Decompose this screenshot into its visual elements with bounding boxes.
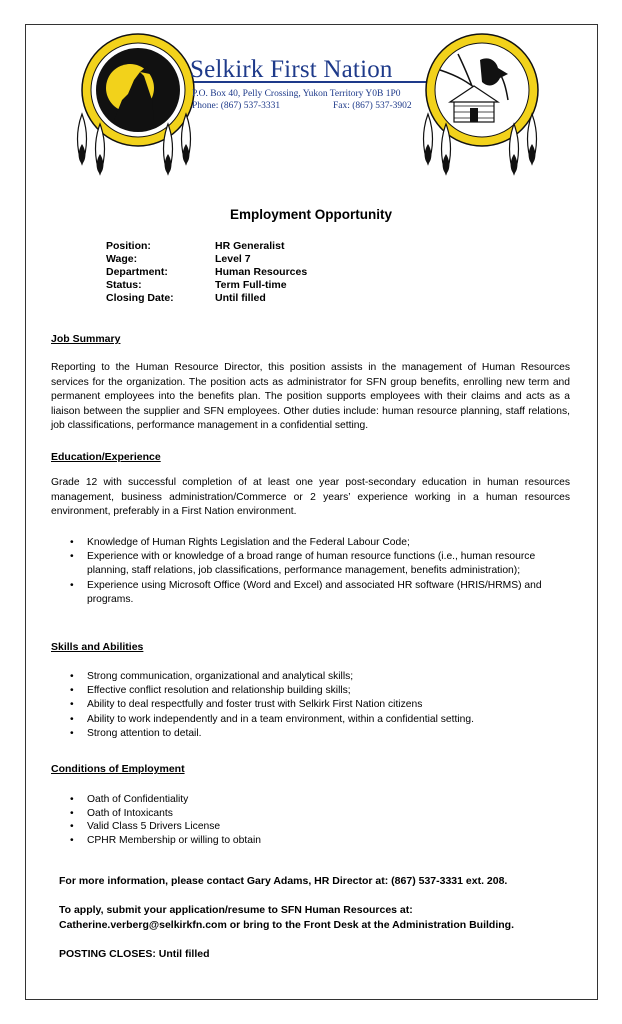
- org-address: P.O. Box 40, Pelly Crossing, Yukon Territory Y0B 1P0: [192, 89, 401, 99]
- education-text: Grade 12 with successful completion of at least one year post-secondary education in human resources management, business administration/Commerce or 2 years’ experience working in a human resources environment, preferably in a First Nation environment.: [51, 477, 570, 517]
- contact-info: For more information, please contact Gary Adams, HR Director at: (867) 537-3331 ext. 208.: [59, 875, 508, 887]
- info-row-position: [106, 240, 307, 253]
- info-value: Term Full-time: [215, 279, 287, 291]
- info-row-status: [106, 279, 307, 292]
- info-row-closing-date: [106, 292, 307, 305]
- list-item: • Ability to deal respectfully and foster trust with Selkirk First Nation citizens: [87, 698, 557, 712]
- job-summary-heading: Job Summary: [51, 333, 121, 345]
- conditions-heading: Conditions of Employment: [51, 763, 185, 775]
- info-value: Until filled: [215, 292, 266, 304]
- org-name: Selkirk First Nation: [190, 56, 393, 83]
- list-item: • CPHR Membership or willing to obtain: [87, 834, 557, 848]
- list-item: • Ability to work independently and in a team environment, within a confidential setting.: [87, 713, 557, 727]
- education-list: [87, 536, 557, 607]
- list-item: • Oath of Intoxicants: [87, 807, 557, 821]
- apply-instructions-line1: To apply, submit your application/resume to SFN Human Resources at:: [59, 904, 413, 916]
- apply-instructions-line2: Catherine.verberg@selkirkfn.com or bring to the Front Desk at the Administration Building.: [59, 919, 514, 931]
- list-item: • Oath of Confidentiality: [87, 793, 557, 807]
- position-info: [106, 240, 307, 305]
- info-row-wage: [106, 253, 307, 266]
- info-label: Wage:: [106, 253, 138, 265]
- info-value: Level 7: [215, 253, 251, 265]
- org-fax: Fax: (867) 537-3902: [333, 101, 412, 111]
- skills-heading: Skills and Abilities: [51, 641, 144, 653]
- list-item: • Knowledge of Human Rights Legislation and the Federal Labour Code;: [87, 536, 557, 550]
- list-item: • Valid Class 5 Drivers License: [87, 820, 557, 834]
- letterhead-graphic: [68, 30, 548, 180]
- info-value: Human Resources: [215, 266, 308, 278]
- skills-list: [87, 670, 557, 741]
- info-label: Position:: [106, 240, 151, 252]
- info-value: HR Generalist: [215, 240, 285, 252]
- conditions-list: [87, 793, 557, 847]
- list-item: • Strong communication, organizational and analytical skills;: [87, 670, 557, 684]
- info-label: Closing Date:: [106, 292, 174, 304]
- list-item: • Experience with or knowledge of a broad range of human resource functions (i.e., human resource planning, staff relations, job classifications, performance management, benefits administration);: [87, 550, 557, 578]
- page-title: Employment Opportunity: [230, 207, 392, 222]
- info-label: Status:: [106, 279, 142, 291]
- posting-closes: POSTING CLOSES: Until filled: [59, 948, 210, 960]
- list-item: • Effective conflict resolution and relationship building skills;: [87, 684, 557, 698]
- raven-cabin-logo: [426, 34, 538, 146]
- org-phone: Phone: (867) 537-3331: [192, 101, 281, 111]
- list-item: • Strong attention to detail.: [87, 727, 557, 741]
- education-heading: Education/Experience: [51, 451, 161, 463]
- info-label: Department:: [106, 266, 168, 278]
- info-row-department: [106, 266, 307, 279]
- list-item: • Experience using Microsoft Office (Word and Excel) and associated HR software (HRIS/HRMS) and programs.: [87, 579, 557, 607]
- job-summary-text: Reporting to the Human Resource Director, this position assists in the management of Human Resources services for the organization. The position acts as administrator for SFN group benefits, enrolling new term and permanent employees into the benefits plan. The position supports employees with their claims and acts as a liaison between the supplier and SFN employees. Other duties include: human resource planning, staff relations, job classifications, performance management in a confidential setting.: [51, 362, 570, 431]
